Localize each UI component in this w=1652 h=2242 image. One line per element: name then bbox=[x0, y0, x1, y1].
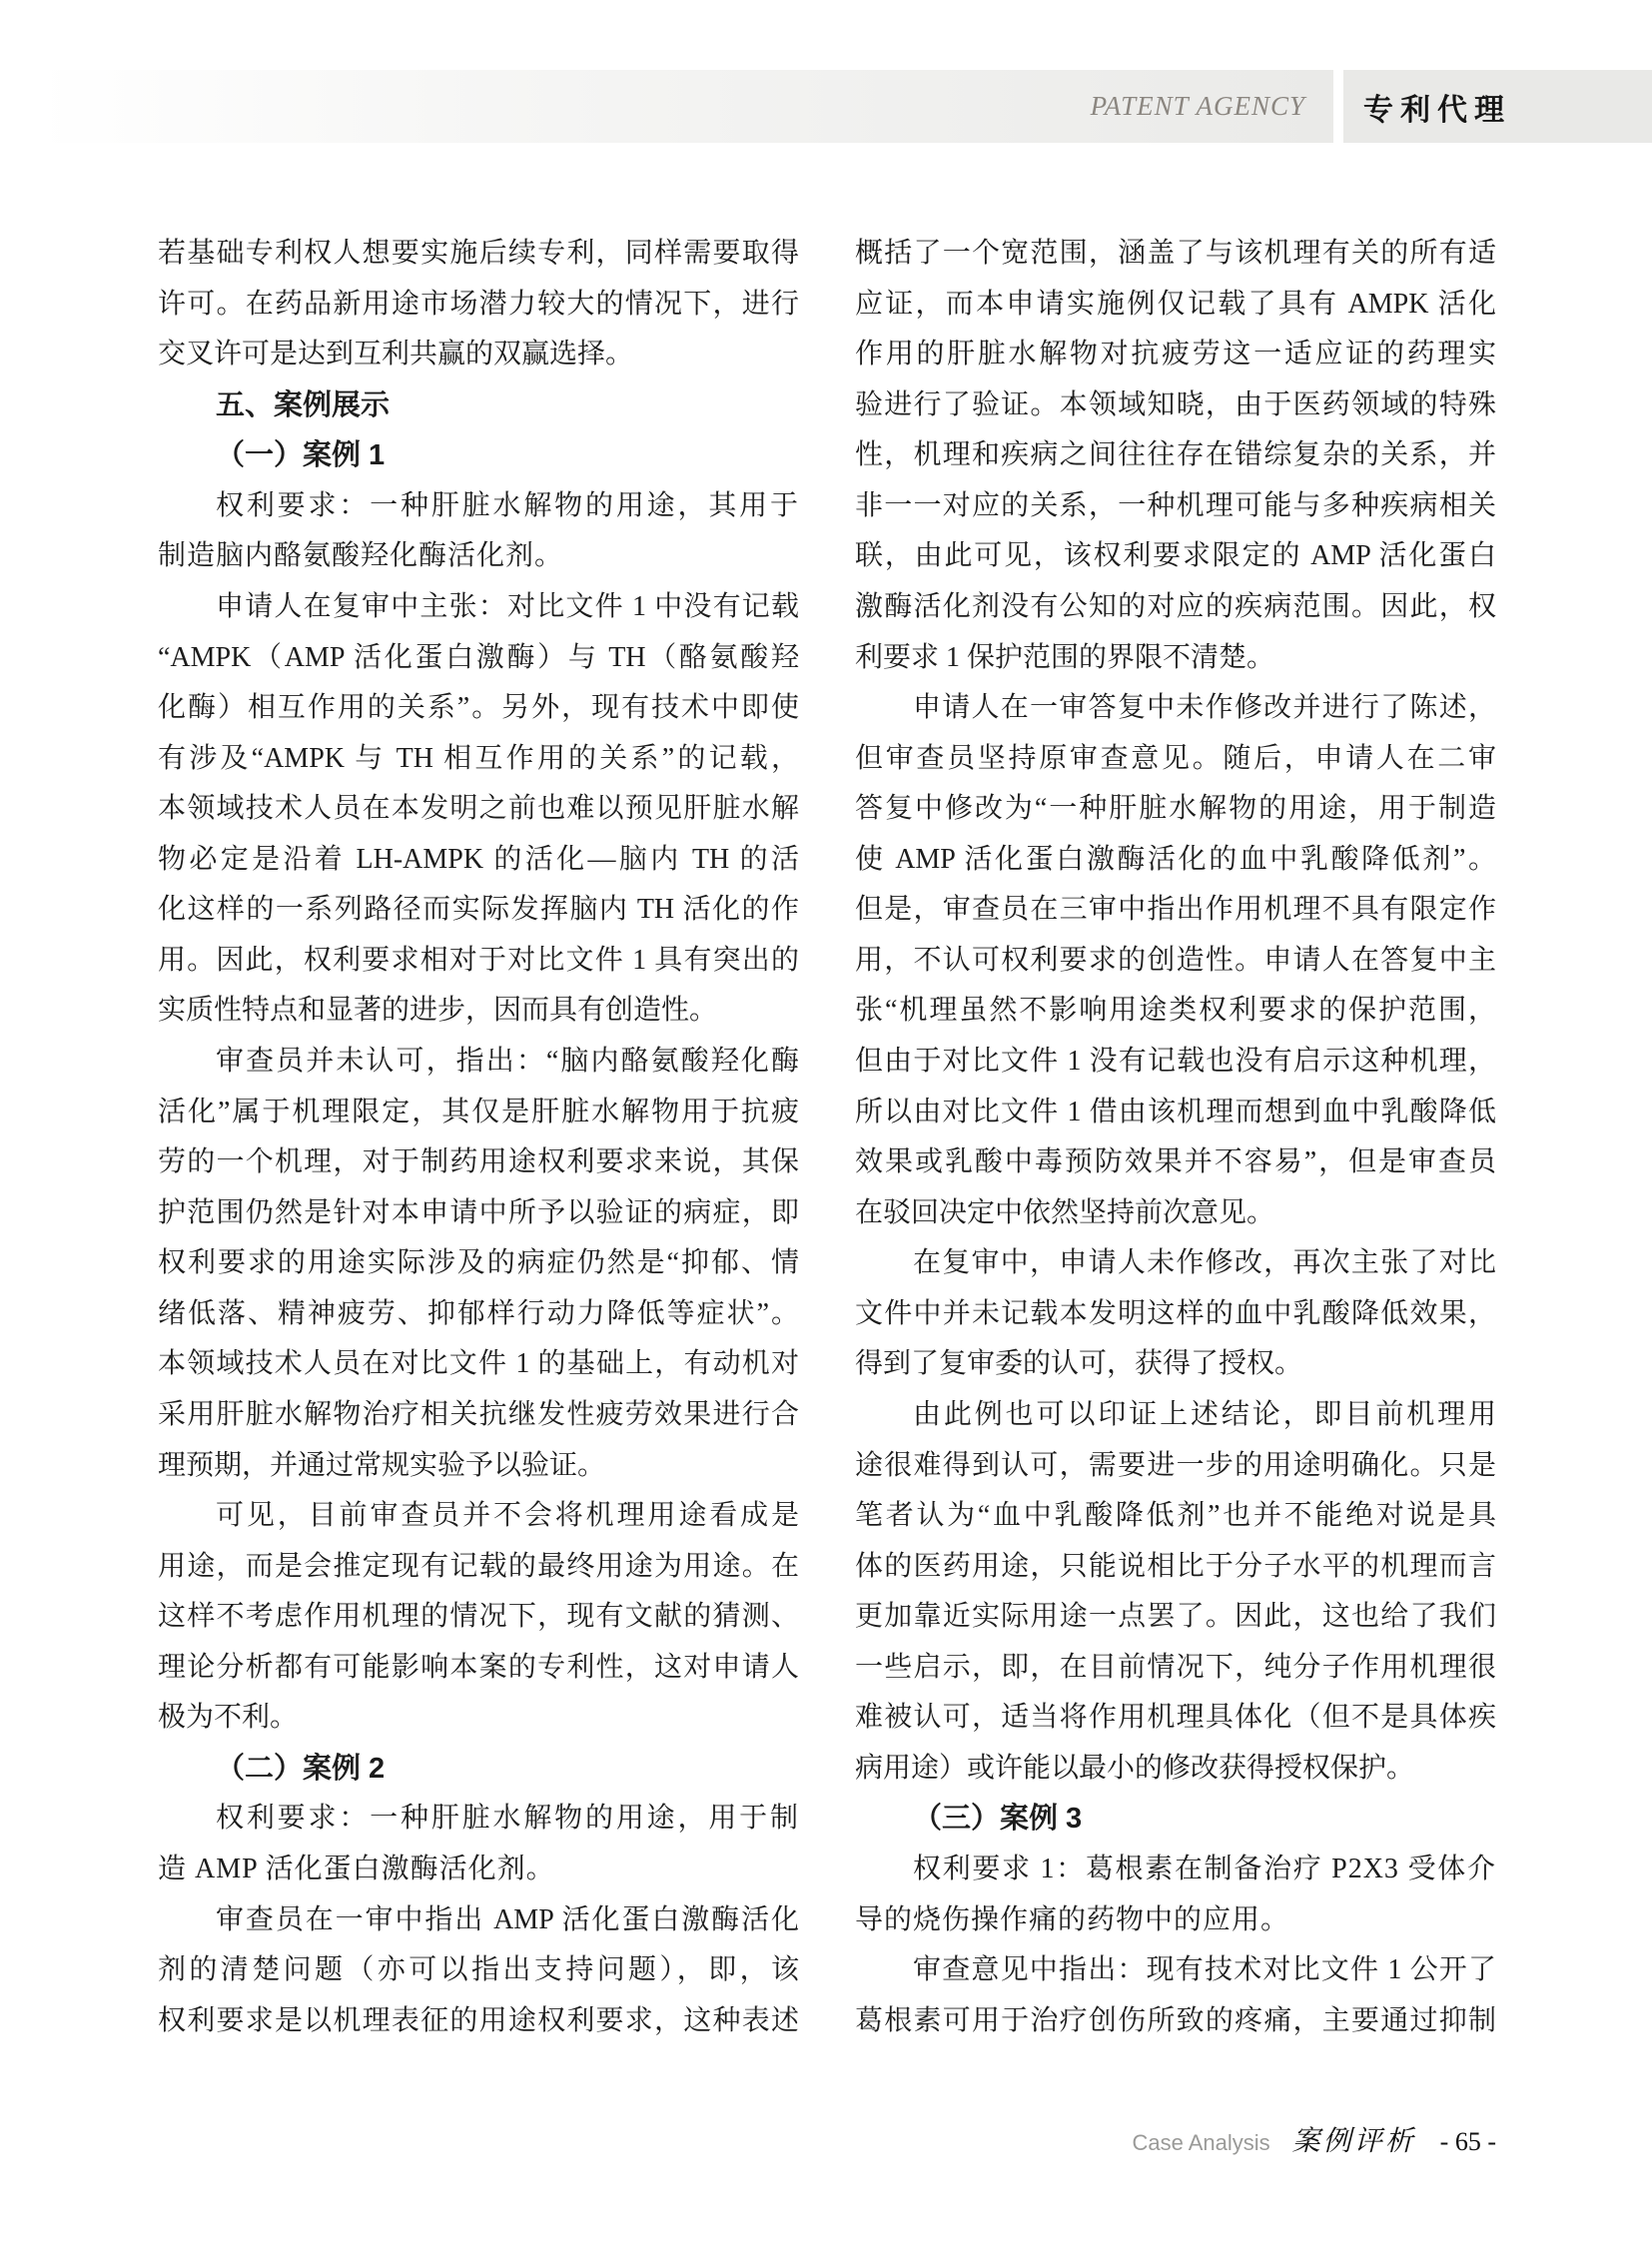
patent-agency-label: PATENT AGENCY bbox=[1090, 91, 1305, 121]
text-line: 应证，而本申请实施例仅记载了具有 AMPK 活化 bbox=[855, 288, 1496, 320]
text-line: 答复中修改为“一种肝脏水解物的用途，用于制造 bbox=[855, 793, 1496, 825]
text-line: 用途，而是会推定现有记载的最终用途为用途。在 bbox=[158, 1550, 799, 1582]
text-line: 有涉及“AMPK 与 TH 相互作用的关系”的记载， bbox=[158, 742, 799, 774]
text-line: 得到了复审委的认可，获得了授权。 bbox=[855, 1348, 1303, 1380]
text-line: 用，不认可权利要求的创造性。申请人在答复中主 bbox=[855, 944, 1496, 976]
text-line: 难被认可，适当将作用机理具体化（但不是具体疾 bbox=[855, 1702, 1496, 1734]
text-line: 体的医药用途，只能说相比于分子水平的机理而言 bbox=[855, 1550, 1496, 1582]
text-line: 葛根素可用于治疗创伤所致的疼痛，主要通过抑制 bbox=[855, 2004, 1496, 2036]
text-line: 审查员在一审中指出 AMP 活化蛋白激酶活化 bbox=[216, 1903, 799, 1935]
text-line: “AMPK（AMP 活化蛋白激酶）与 TH（酪氨酸羟 bbox=[158, 641, 799, 673]
text-line: 张“机理虽然不影响用途类权利要求的保护范围， bbox=[855, 995, 1496, 1027]
text-line: 审查意见中指出：现有技术对比文件 1 公开了 bbox=[913, 1954, 1496, 1986]
text-line: 剂的清楚问题（亦可以指出支持问题），即，该 bbox=[158, 1954, 799, 1986]
text-line: 交叉许可是达到互利共赢的双赢选择。 bbox=[158, 339, 634, 371]
text-line: 许可。在药品新用途市场潜力较大的情况下，进行 bbox=[158, 288, 799, 320]
text-line: 物必定是沿着 LH-AMPK 的活化—脑内 TH 的活 bbox=[158, 843, 799, 875]
text-line: 笔者认为“血中乳酸降低剂”也并不能绝对说是具 bbox=[855, 1500, 1496, 1532]
text-line: 在复审中，申请人未作修改，再次主张了对比 bbox=[913, 1247, 1496, 1279]
text-line: 护范围仍然是针对本申请中所予以验证的病症，即 bbox=[158, 1196, 799, 1228]
page-number: - 65 - bbox=[1439, 2127, 1496, 2156]
text-line: 本领域技术人员在对比文件 1 的基础上，有动机对 bbox=[158, 1348, 799, 1380]
text-line: 制造脑内酪氨酸羟化酶活化剂。 bbox=[158, 540, 564, 572]
text-line: 极为不利。 bbox=[158, 1702, 299, 1734]
text-line: 若基础专利权人想要实施后续专利，同样需要取得 bbox=[158, 238, 799, 269]
text-line: 五、案例展示 bbox=[216, 388, 391, 421]
text-line: 利要求 1 保护范围的界限不清楚。 bbox=[855, 641, 1275, 673]
text-line: 所以由对比文件 1 借由该机理而想到血中乳酸降低 bbox=[855, 1096, 1496, 1127]
text-line: （一）案例 1 bbox=[216, 439, 386, 472]
text-line: 但是，审查员在三审中指出作用机理不具有限定作 bbox=[855, 894, 1496, 926]
text-line: 权利要求是以机理表征的用途权利要求，这种表述 bbox=[158, 2004, 799, 2036]
text-line: 造 AMP 活化蛋白激酶活化剂。 bbox=[158, 1854, 555, 1884]
text-line: 联，由此可见，该权利要求限定的 AMP 活化蛋白 bbox=[855, 540, 1496, 572]
header-section-block bbox=[1343, 70, 1652, 143]
text-line: 途很难得到认可，需要进一步的用途明确化。只是 bbox=[855, 1449, 1496, 1481]
text-line: 性，机理和疾病之间往往存在错综复杂的关系，并 bbox=[855, 439, 1496, 471]
text-line: （三）案例 3 bbox=[913, 1803, 1083, 1836]
text-line: 申请人在复审中主张：对比文件 1 中没有记载 bbox=[216, 590, 799, 622]
text-line: 但审查员坚持原审查意见。随后，申请人在二审 bbox=[855, 742, 1496, 774]
text-line: 在驳回决定中依然坚持前次意见。 bbox=[855, 1196, 1275, 1228]
text-line: 权利要求：一种肝脏水解物的用途，其用于 bbox=[216, 489, 799, 521]
footer-section-en-label: Case Analysis bbox=[1132, 2130, 1270, 2155]
text-line: 使 AMP 活化蛋白激酶活化的血中乳酸降低剂”。 bbox=[855, 843, 1496, 875]
text-line: 化这样的一系列路径而实际发挥脑内 TH 活化的作 bbox=[158, 894, 799, 926]
text-line: 病用途）或许能以最小的修改获得授权保护。 bbox=[855, 1752, 1415, 1784]
text-line: （二）案例 2 bbox=[216, 1752, 386, 1785]
column-right bbox=[855, 229, 1496, 2046]
footer-section-cn-label: 案例评析 bbox=[1291, 2126, 1416, 2157]
text-line: 激酶活化剂没有公知的对应的疾病范围。因此，权 bbox=[855, 590, 1496, 622]
text-line: 绪低落、精神疲劳、抑郁样行动力降低等症状”。 bbox=[158, 1297, 799, 1329]
text-line: 本领域技术人员在本发明之前也难以预见肝脏水解 bbox=[158, 793, 799, 825]
text-line: 作用的肝脏水解物对抗疲劳这一适应证的药理实 bbox=[855, 339, 1496, 371]
text-line: 非一一对应的关系，一种机理可能与多种疾病相关 bbox=[855, 489, 1496, 521]
text-line: 由此例也可以印证上述结论，即目前机理用 bbox=[913, 1398, 1496, 1430]
text-line: 活化”属于机理限定，其仅是肝脏水解物用于抗疲 bbox=[158, 1096, 799, 1127]
footer bbox=[855, 2119, 1496, 2159]
text-line: 化酶）相互作用的关系”。另外，现有技术中即使 bbox=[158, 692, 799, 724]
text-line: 用。因此，权利要求相对于对比文件 1 具有突出的 bbox=[158, 944, 799, 976]
text-line: 权利要求：一种肝脏水解物的用途，用于制 bbox=[216, 1803, 799, 1835]
header-bar bbox=[37, 70, 1333, 143]
text-line: 审查员并未认可，指出：“脑内酪氨酸羟化酶 bbox=[216, 1046, 799, 1077]
text-line: 权利要求的用途实际涉及的病症仍然是“抑郁、情 bbox=[158, 1247, 799, 1279]
text-line: 验进行了验证。本领域知晓，由于医药领域的特殊 bbox=[855, 388, 1496, 420]
text-line: 实质性特点和显著的进步，因而具有创造性。 bbox=[158, 995, 718, 1027]
text-line: 可见，目前审查员并不会将机理用途看成是 bbox=[216, 1500, 799, 1532]
text-line: 理论分析都有可能影响本案的专利性，这对申请人 bbox=[158, 1651, 799, 1683]
column-left bbox=[158, 229, 799, 2046]
text-line: 导的烧伤操作痛的药物中的应用。 bbox=[855, 1903, 1290, 1935]
text-line: 理预期，并通过常规实验予以验证。 bbox=[158, 1449, 606, 1481]
text-line: 这样不考虑作用机理的情况下，现有文献的猜测、 bbox=[158, 1601, 799, 1633]
text-line: 概括了一个宽范围，涵盖了与该机理有关的所有适 bbox=[855, 238, 1496, 269]
text-line: 但由于对比文件 1 没有记载也没有启示这种机理， bbox=[855, 1046, 1496, 1077]
text-line: 劳的一个机理，对于制药用途权利要求来说，其保 bbox=[158, 1146, 799, 1178]
section-title: 专利代理 bbox=[1363, 93, 1511, 127]
text-line: 文件中并未记载本发明这样的血中乳酸降低效果， bbox=[855, 1297, 1496, 1329]
text-line: 更加靠近实际用途一点罢了。因此，这也给了我们 bbox=[855, 1601, 1496, 1633]
text-line: 效果或乳酸中毒预防效果并不容易”，但是审查员 bbox=[855, 1146, 1496, 1178]
text-line: 申请人在一审答复中未作修改并进行了陈述， bbox=[913, 692, 1496, 724]
text-line: 一些启示，即，在目前情况下，纯分子作用机理很 bbox=[855, 1651, 1496, 1683]
text-line: 采用肝脏水解物治疗相关抗继发性疲劳效果进行合 bbox=[158, 1398, 799, 1430]
text-line: 权利要求 1：葛根素在制备治疗 P2X3 受体介 bbox=[913, 1854, 1496, 1884]
